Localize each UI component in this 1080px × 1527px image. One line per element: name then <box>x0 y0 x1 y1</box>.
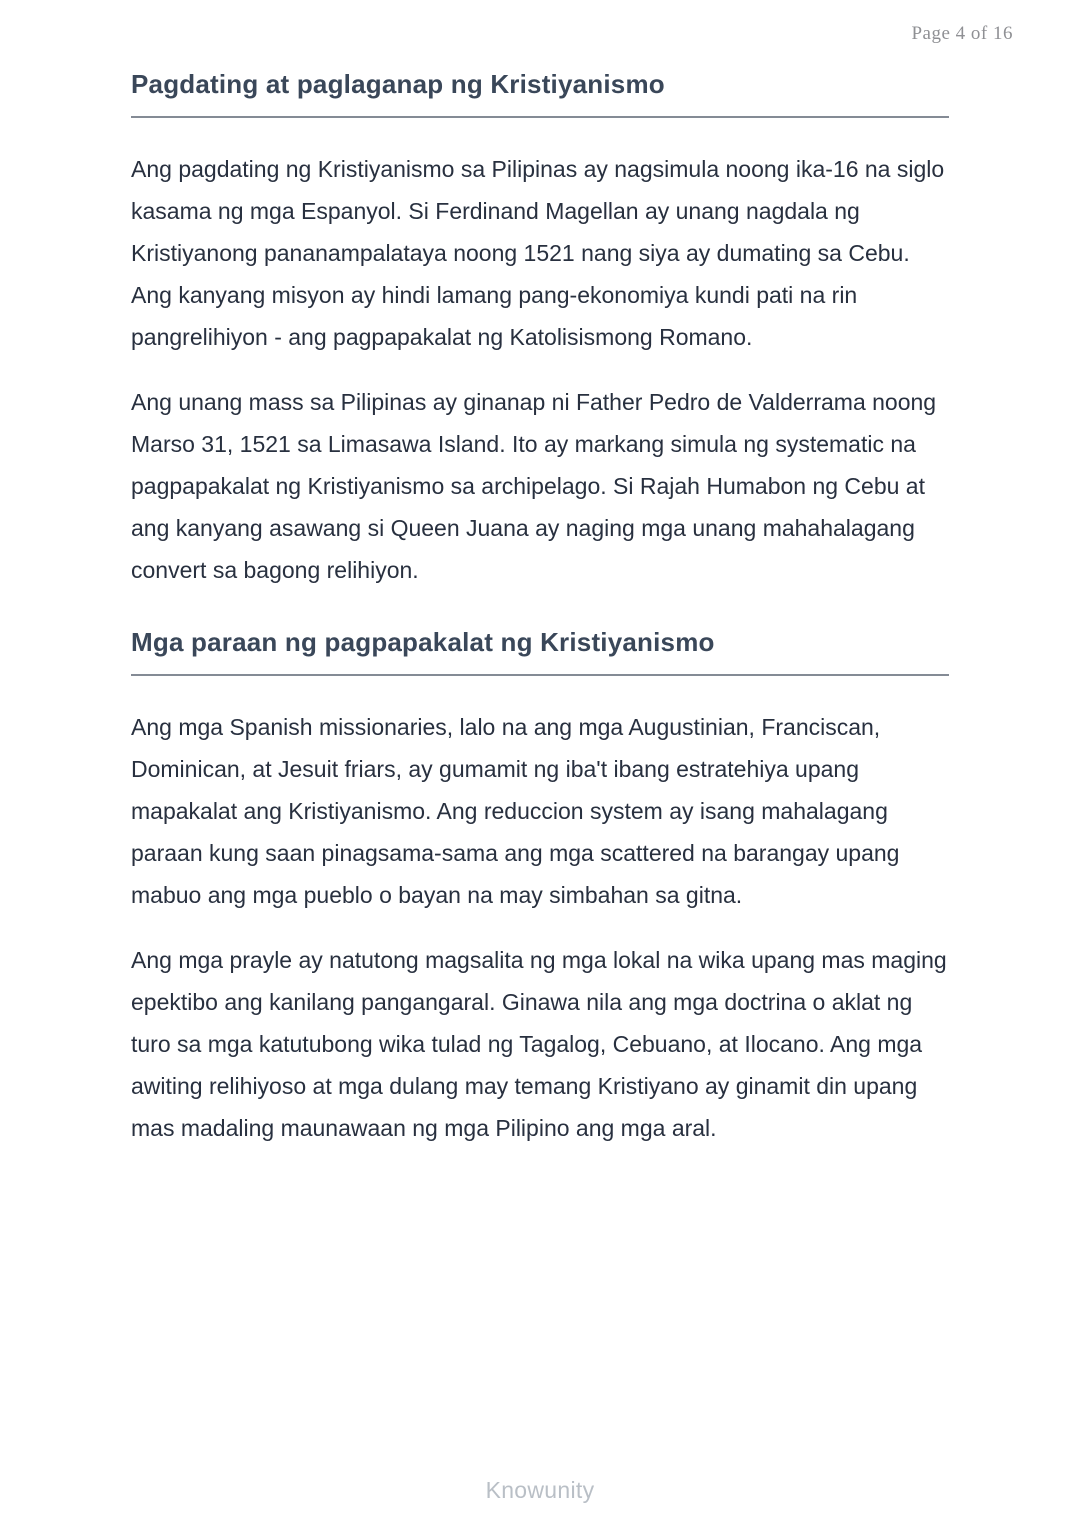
paragraph: Ang unang mass sa Pilipinas ay ginanap ni Father Pedro de Valderrama noong Marso 31, 1521 sa Limasawa Island. Ito ay markang simula ng systematic na pagpapakalat ng Kristiyanismo sa archipelago. Si Rajah Humabon ng Cebu at ang kanyang asawang si Queen Juana ay naging mga unang mahahalagang convert sa bagong relihiyon. <box>131 388 937 583</box>
section-heading: Mga paraan ng pagpapakalat ng Kristiyanismo <box>131 626 715 657</box>
section-heading: Pagdating at paglaganap ng Kristiyanismo <box>131 69 665 99</box>
paragraph: Ang mga Spanish missionaries, lalo na ang mga Augustinian, Franciscan, Dominican, at Jesuit friars, ay gumamit ng iba't ibang estratehiya upang mapakalat ang Kristiyanismo. Ang reduccion system ay isang mahalagang paraan kung saan pinagsama-sama ang mga scattered na barangay upang mabuo ang mga pueblo o bayan na may simbahan sa gitna. <box>131 713 900 908</box>
document-content <box>131 70 949 1149</box>
section-pagdating <box>131 70 949 591</box>
footer <box>0 1477 1080 1504</box>
paragraph: Ang mga prayle ay natutong magsalita ng mga lokal na wika upang mas maging epektibo ang kanilang pangangaral. Ginawa nila ang mga doctrina o aklat ng turo sa mga katutubong wika tulad ng Tagalog, Cebuano, at Ilocano. Ang mga awiting relihiyoso at mga dulang may temang Kristiyano ay ginamit din upang mas madaling maunawaan ng mga Pilipino ang mga aral. <box>131 946 947 1141</box>
footer-brand: Knowunity <box>485 1477 595 1503</box>
section-mga-paraan <box>131 628 949 1149</box>
heading-divider <box>131 674 949 676</box>
page-indicator: Page 4 of 16 <box>911 23 1013 44</box>
paragraph: Ang pagdating ng Kristiyanismo sa Pilipinas ay nagsimula noong ika-16 na siglo kasama ng mga Espanyol. Si Ferdinand Magellan ay unang nagdala ng Kristiyanong pananampalataya noong 1521 nang siya ay dumating sa Cebu. Ang kanyang misyon ay hindi lamang pang-ekonomiya kundi pati na rin pangrelihiyon - ang pagpapakalat ng Katolisismong Romano. <box>131 155 945 350</box>
heading-divider <box>131 116 949 118</box>
